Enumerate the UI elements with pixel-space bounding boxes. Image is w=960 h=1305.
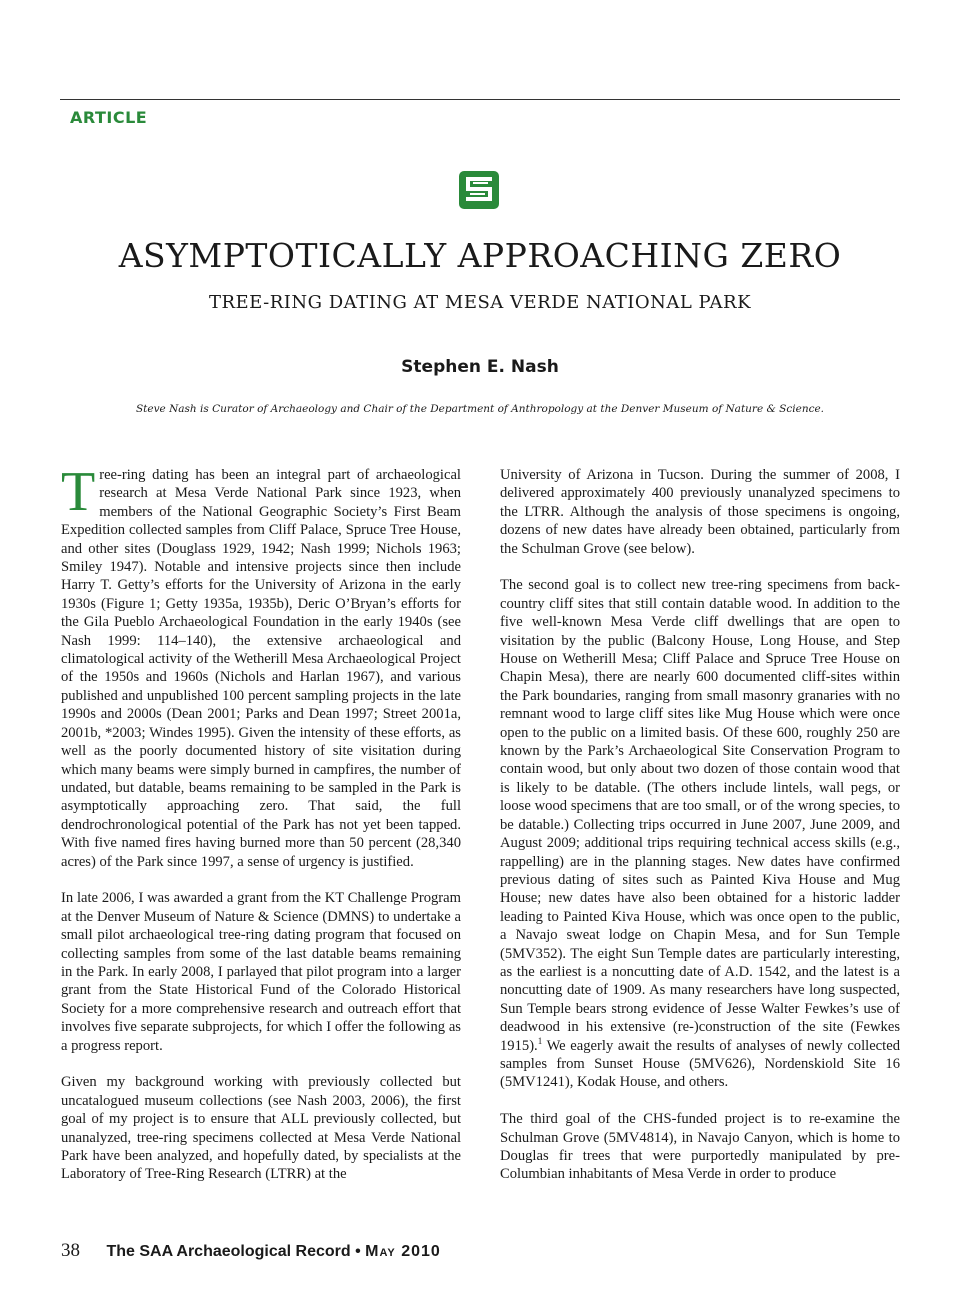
article-subtitle: TREE-RING DATING AT MESA VERDE NATIONAL PARK bbox=[208, 292, 752, 313]
footnote-ref[interactable]: 1 bbox=[537, 1035, 543, 1046]
drop-cap: T bbox=[61, 461, 96, 523]
paragraph: Given my background working with previously collected but uncatalogued museum collections (see Nash 2003, 2006), the first goal of my project is to ensure that ALL previously collected, but unanalyzed, tree-ring specimens collected at Mesa Verde National Park have been analyzed, and hopefully dated, by specialists at the Laboratory of Tree-Ring Research (LTRR) at the bbox=[61, 1074, 461, 1183]
issue-date: May 2010 bbox=[365, 1243, 441, 1260]
paragraph-text: ree-ring dating has been an integral part of archaeological research at Mesa Verde National Park since 1923, when members of the National Geographic Society’s First Beam Expedition collected samples from Cliff Palace, Spruce Tree House, and other sites (Douglass 1929, 1942; Nash 1999; Nichols 1963; Smiley 1947). Notable and intensive projects since then include Harry T. Getty’s efforts for the University of Arizona in the early 1930s (Figure 1; Getty 1935a, 1935b), Deric O’Bryan’s efforts for the Gila Pueblo Archaeological Foundation in the early 1940s (see Nash 1999: 114–140), the extensive archaeological and climatological activity of the Wetherill Mesa Archaeological Project of the 1950s and 1960s (Nichols and Harlan 1967), and various published and unpublished 100 percent sampling projects in the late 1990s and 2000s (Dean 2001; Parks and Dean 1997; Street 2001a, 2001b, *2003; Windes 1995). Given the intensity of these efforts, as well as the poorly documented history of site visitation during which many beams were simply burned in campfires, the number of undated, but datable, beams remaining to be sampled in the Park is asymptotically approaching zero. That said, the full dendrochronological potential of the Park has not yet been tapped. With five named fires having burned more than 50 percent (28,340 acres) of the Park since 1997, a sense of urgency is justified. bbox=[61, 467, 461, 870]
section-label: ARTICLE bbox=[70, 108, 148, 127]
right-column bbox=[500, 466, 900, 1202]
article-title: ASYMPTOTICALLY APPROACHING ZERO bbox=[118, 236, 842, 275]
paragraph-text: The second goal is to collect new tree-ring specimens from back-country cliff sites that still contain datable wood. In addition to the five well-known Mesa Verde cliff dwellings that are open to visitation by the public (Balcony House, Long House, and Step House on Wetherill Mesa; Cliff Palace and Spruce Tree House on Chapin Mesa), there are nearly 600 documented cliff-sites within the Park boundaries, ranging from small masonry granaries with no remnant wood to large cliff sites like Mug House which were once open to the public on a limited basis. Of these 600, roughly 250 are known by the Park’s Archaeological Site Conservation Program to contain wood, but only about two dozen of those contain wood that is likely to be datable. (The others include lintels, wall pegs, or loose wood specimens that are too small, or of the wrong species, to be datable.) Collecting trips occurred in June 2007, June 2009, and August 2009; additional trips requiring technical access skills (e.g., rappelling) are in the planning stages. New dates have confirmed previous dating of sites such as Painted Kiva House and Mug House; new dates have also been obtained for a historic ladder leading to Painted Kiva House, which was once open to the public, a Navajo sweat lodge on Chapin Mesa, and for Sun Temple (5MV352). The eight Sun Temple dates are particularly interesting, as the earliest is a noncutting date of A.D. 1542, and the latest is a noncutting date of 1909. As many researchers have long suspected, Sun Temple bears strong evidence of Jesse Walter Fewkes’s use of deadwood in his extensive (re-)construction of the site (Fewkes 1915). bbox=[500, 577, 900, 1054]
paragraph: University of Arizona in Tucson. During the summer of 2008, I delivered approximately 400 previously unanalyzed specimens to the LTRR. Although the analysis of those specimens is ongoing, dozens of new dates have already been obtained, particularly from the Schulman Grove (see below). bbox=[500, 467, 900, 557]
page-footer bbox=[61, 1240, 441, 1262]
paragraph bbox=[61, 461, 461, 871]
paragraph bbox=[500, 576, 900, 1091]
author-affiliation: Steve Nash is Curator of Archaeology and Chair of the Department of Anthropology at the Denver Museum of Nature & Science. bbox=[135, 403, 825, 415]
paragraph-text: We eagerly await the results of analyses of newly collected samples from Sunset House (5MV626), Nordenskiold Site 16 (5MV1241), Kodak House, and others. bbox=[500, 1037, 900, 1091]
saa-record-logo-icon bbox=[459, 171, 499, 209]
top-rule bbox=[60, 99, 900, 100]
left-column bbox=[61, 461, 461, 1202]
author-name: Stephen E. Nash bbox=[401, 357, 559, 377]
publication-name: The SAA Archaeological Record • bbox=[106, 1243, 361, 1260]
page-number: 38 bbox=[61, 1240, 80, 1261]
paragraph: In late 2006, I was awarded a grant from the KT Challenge Program at the Denver Museum of Nature & Science (DMNS) to undertake a small pilot archaeological tree-ring dating program that focused on collecting samples from some of the last datable beams remaining in the Park. In early 2008, I parlayed that pilot program into a larger grant from the State Historical Fund of the Colorado Historical Society for a more comprehensive research and outreach effort that involves five separate subprojects, for which I offer the following as a progress report. bbox=[61, 890, 461, 1054]
paragraph: The third goal of the CHS-funded project is to re-examine the Schulman Grove (5MV4814), in Navajo Canyon, which is home to Douglas fir trees that were purportedly manipulated by pre-Columbian inhabitants of Mesa Verde in order to produce bbox=[500, 1111, 900, 1183]
